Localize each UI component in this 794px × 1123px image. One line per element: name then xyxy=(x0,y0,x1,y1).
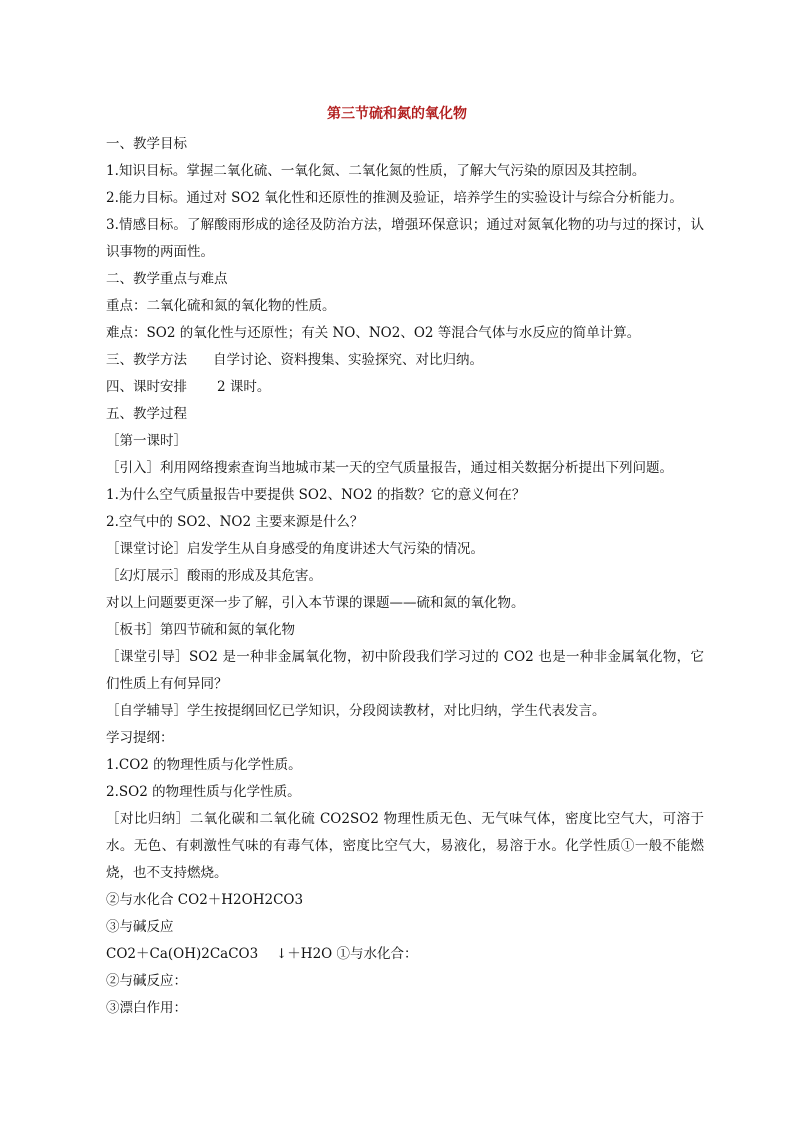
document-body xyxy=(106,131,704,1022)
chem-line-5: ③漂白作用： xyxy=(106,1000,187,1016)
comparison-paragraph: ［对比归纳］二氧化碳和二氧化硫 CO2SO2 物理性质无色、无气味气体，密度比空气大，可溶于水。无色、有刺激性气味的有毒气体，密度比空气大，易液化，易溶于水。化学性质①一般不能燃烧，也不支持燃烧。 xyxy=(106,811,704,881)
question-2: 2.空气中的 SO2、NO2 主要来源是什么？ xyxy=(106,514,364,530)
section-heading-methods: 三、教学方法 xyxy=(106,352,187,368)
teaching-methods-row xyxy=(106,347,704,374)
outline-item-1: 1.CO2 的物理性质与化学性质。 xyxy=(106,757,302,773)
section-heading-schedule: 四、课时安排 xyxy=(106,379,187,395)
section-heading-process: 五、教学过程 xyxy=(106,406,187,422)
chem-line-3: CO2＋Ca(OH)2CaCO3 ↓＋H2O ①与水化合： xyxy=(106,946,418,962)
methods-value: 自学讨论、资料搜集、实验探究、对比归纳。 xyxy=(213,352,483,368)
question-1: 1.为什么空气质量报告中要提供 SO2、NO2 的指数？它的意义何在？ xyxy=(106,487,526,503)
self-study-guidance: ［自学辅导］学生按提纲回忆已学知识，分段阅读教材，对比归纳，学生代表发言。 xyxy=(106,703,606,719)
lesson-label: ［第一课时］ xyxy=(106,433,187,449)
transition-text: 对以上问题要更深一步了解，引入本节课的课题——硫和氮的氧化物。 xyxy=(106,595,525,611)
slide-show: ［幻灯展示］酸雨的形成及其危害。 xyxy=(106,568,322,584)
goal-ability: 2.能力目标。通过对 SO2 氧化性和还原性的推测及验证，培养学生的实验设计与综合分析能力。 xyxy=(106,190,683,206)
board-writing: ［板书］第四节硫和氮的氧化物 xyxy=(106,622,295,638)
key-point: 重点：二氧化硫和氮的氧化物的性质。 xyxy=(106,298,336,314)
outline-item-2: 2.SO2 的物理性质与化学性质。 xyxy=(106,784,301,800)
goal-emotion: 3.情感目标。了解酸雨形成的途径及防治方法，增强环保意识；通过对氮氧化物的功与过的探讨，认识事物的两面性。 xyxy=(106,217,704,260)
schedule-value: 2 课时。 xyxy=(217,379,271,395)
classroom-discussion: ［课堂讨论］启发学生从自身感受的角度讲述大气污染的情况。 xyxy=(106,541,484,557)
section-heading-key-points: 二、教学重点与难点 xyxy=(106,271,228,287)
outline-label: 学习提纲： xyxy=(106,730,174,746)
chem-line-2: ③与碱反应 xyxy=(106,919,174,935)
difficult-point: 难点：SO2 的氧化性与还原性；有关 NO、NO2、O2 等混合气体与水反应的简单计算。 xyxy=(106,325,641,341)
schedule-row xyxy=(106,374,704,401)
intro-paragraph: ［引入］利用网络搜索查询当地城市某一天的空气质量报告，通过相关数据分析提出下列问题。 xyxy=(106,460,673,476)
section-heading-goals: 一、教学目标 xyxy=(106,136,187,152)
chem-line-4: ②与碱反应： xyxy=(106,973,187,989)
document-title: 第三节硫和氮的氧化物 xyxy=(327,106,467,122)
chem-line-1: ②与水化合 CO2＋H2OH2CO3 xyxy=(106,892,304,908)
classroom-guide: ［课堂引导］SO2 是一种非金属氧化物，初中阶段我们学习过的 CO2 也是一种非金属氧化物，它们性质上有何异同？ xyxy=(106,649,704,692)
goal-knowledge: 1.知识目标。掌握二氧化硫、一氧化氮、二氧化氮的性质，了解大气污染的原因及其控制。 xyxy=(106,163,646,179)
